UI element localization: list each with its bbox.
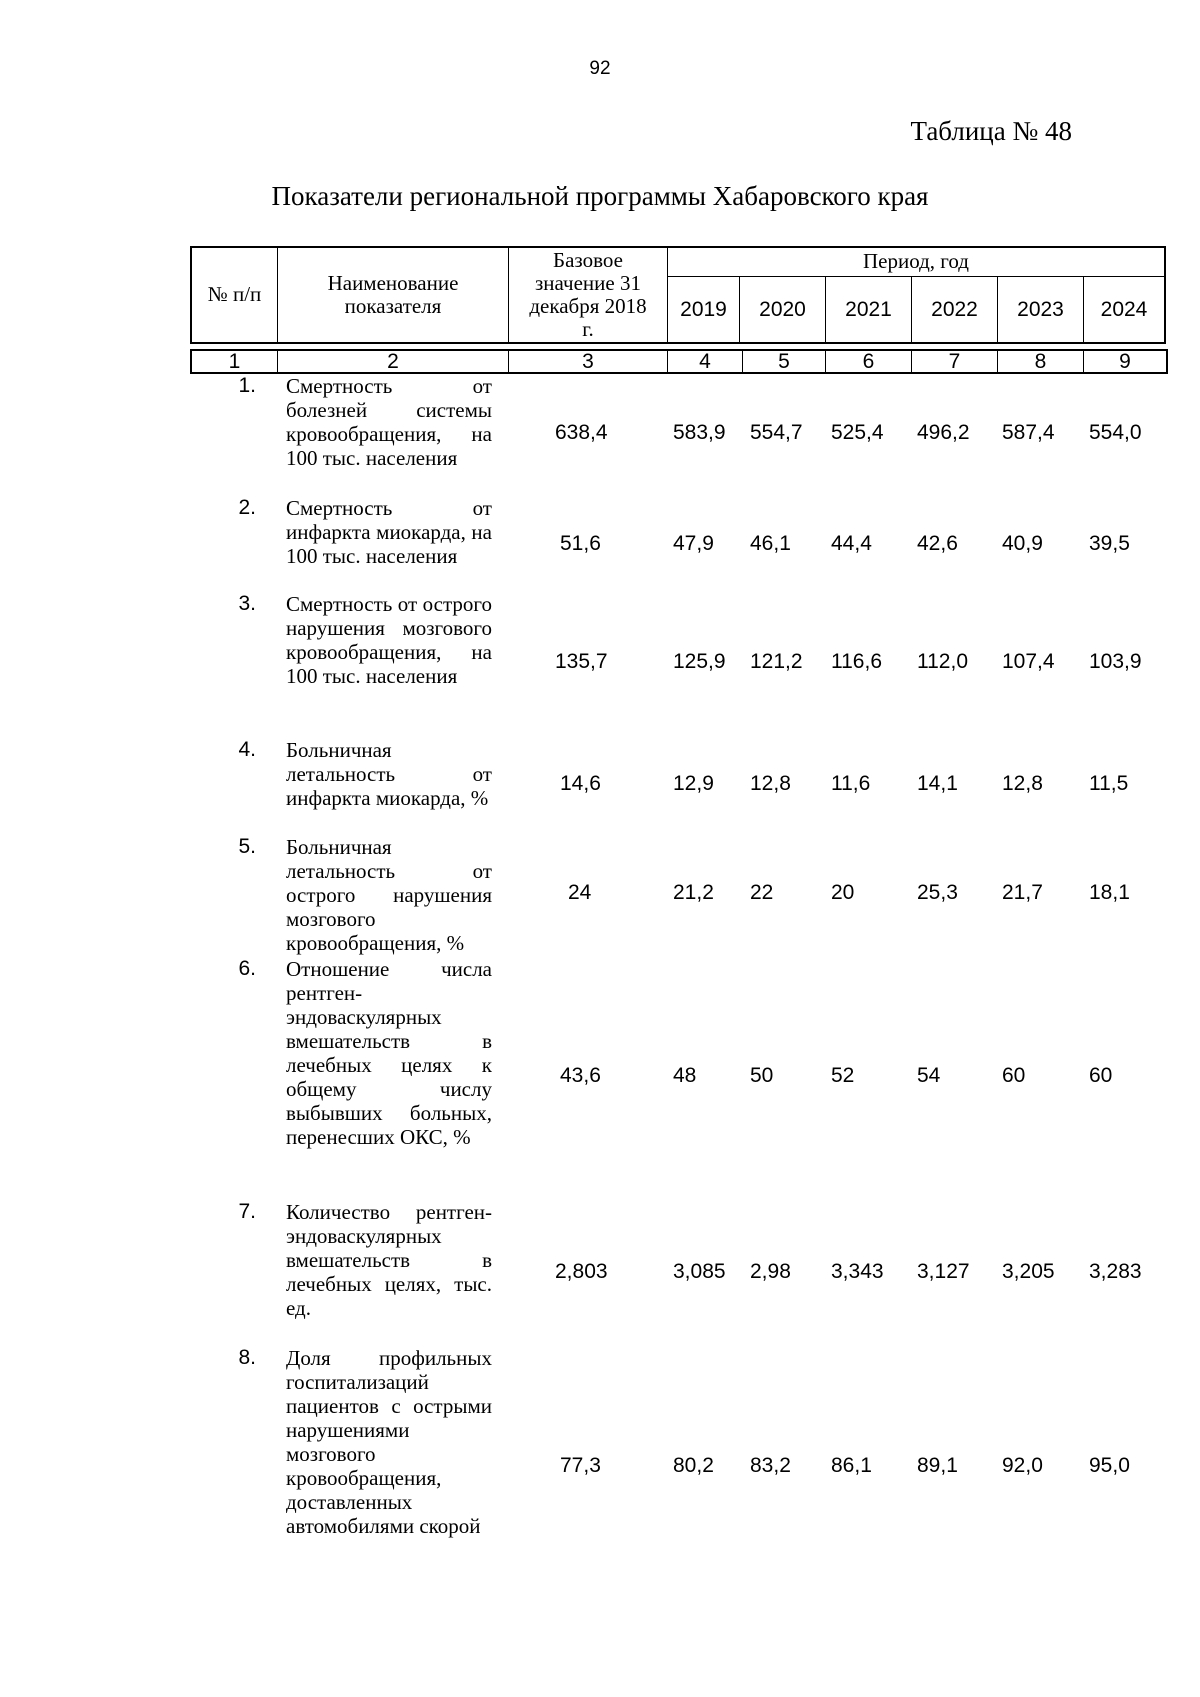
year-value: 103,9 [1089, 650, 1142, 673]
indicator-name: Отношение числа рентген-эндоваскулярных вмешательств в лечебных целях к общему числу выбывших больных, перенесших ОКС, % [286, 957, 492, 1149]
year-value: 20 [831, 881, 855, 904]
indicator-name: Смертность от болезней системы кровообращения, на 100 тыс. населения [286, 374, 492, 470]
year-value: 583,9 [673, 421, 726, 444]
year-value: 12,8 [1002, 772, 1043, 795]
year-value: 3,343 [831, 1260, 884, 1283]
header-num: № п/п [207, 282, 262, 307]
year-value: 39,5 [1089, 532, 1130, 555]
year-value: 89,1 [917, 1454, 958, 1477]
year-value: 54 [917, 1064, 941, 1087]
table-row [190, 738, 1166, 835]
table-row [190, 1200, 1166, 1346]
table-row [190, 374, 1166, 496]
header-year: 2020 [759, 297, 806, 321]
year-value: 21,7 [1002, 881, 1043, 904]
base-value: 638,4 [555, 421, 608, 444]
year-value: 44,4 [831, 532, 872, 555]
row-number: 1. [238, 374, 256, 397]
column-number: 7 [948, 350, 961, 373]
table-row [190, 496, 1166, 592]
year-value: 554,7 [750, 421, 803, 444]
year-value: 14,1 [917, 772, 958, 795]
header-period: Период, год [863, 249, 969, 274]
base-value: 135,7 [555, 650, 608, 673]
table-row [190, 1346, 1166, 1589]
header-year: 2022 [931, 297, 978, 321]
year-value: 83,2 [750, 1454, 791, 1477]
header-name: Наименование показателя [327, 270, 459, 318]
year-value: 18,1 [1089, 881, 1130, 904]
header-year: 2024 [1100, 297, 1148, 321]
row-number: 7. [238, 1200, 256, 1223]
column-number: 9 [1119, 350, 1131, 373]
year-value: 125,9 [673, 650, 726, 673]
row-number: 5. [238, 835, 256, 858]
indicator-name: Больничная летальность от острого нарушения мозгового кровообращения, % [286, 835, 492, 955]
row-number: 4. [238, 738, 256, 761]
year-value: 11,6 [831, 772, 871, 795]
year-value: 60 [1002, 1064, 1026, 1087]
page-number: 92 [589, 58, 611, 79]
column-number: 1 [228, 350, 241, 373]
year-value: 587,4 [1002, 421, 1055, 444]
header-year: 2023 [1017, 297, 1064, 321]
year-value: 42,6 [917, 532, 958, 555]
year-value: 60 [1089, 1064, 1113, 1087]
year-value: 80,2 [673, 1454, 714, 1477]
year-value: 50 [750, 1064, 774, 1087]
year-value: 496,2 [917, 421, 970, 444]
document-title: Показатели региональной программы Хабаровского края [271, 181, 929, 211]
row-number: 2. [238, 496, 256, 519]
indicator-name: Больничная летальность от инфаркта миокарда, % [286, 738, 492, 810]
year-value: 46,1 [750, 532, 791, 555]
row-number: 8. [238, 1346, 256, 1369]
indicator-name: Смертность от острого нарушения мозгового кровообращения, на 100 тыс. населения [286, 592, 492, 688]
year-value: 92,0 [1002, 1454, 1043, 1477]
year-value: 2,98 [750, 1260, 791, 1283]
column-number: 3 [582, 350, 594, 373]
column-number: 6 [862, 350, 875, 373]
indicator-name: Доля профильных госпитализаций пациентов с острыми нарушениями мозгового кровообращения, доставленных автомобилями скорой [286, 1346, 492, 1538]
year-value: 21,2 [673, 881, 714, 904]
year-value: 12,9 [673, 772, 714, 795]
row-number: 3. [238, 592, 256, 615]
year-value: 22 [750, 881, 774, 904]
year-value: 48 [673, 1064, 697, 1087]
year-value: 121,2 [750, 650, 803, 673]
table-row [190, 835, 1166, 957]
year-value: 525,4 [831, 421, 884, 444]
year-value: 11,5 [1089, 772, 1129, 795]
column-number: 2 [387, 350, 399, 373]
base-value: 43,6 [560, 1064, 601, 1087]
base-value: 77,3 [560, 1454, 601, 1477]
column-number: 5 [778, 350, 790, 373]
header-year: 2021 [845, 297, 892, 321]
year-value: 95,0 [1089, 1454, 1130, 1477]
year-value: 3,205 [1002, 1260, 1055, 1283]
year-value: 107,4 [1002, 650, 1055, 673]
base-value: 14,6 [560, 772, 601, 795]
year-value: 3,283 [1089, 1260, 1142, 1283]
year-value: 3,127 [917, 1260, 970, 1283]
year-value: 40,9 [1002, 532, 1043, 555]
base-value: 2,803 [555, 1260, 608, 1283]
header-base: Базовое значение 31 декабря 2018 г. [529, 247, 647, 342]
indicator-name: Количество рентген-эндоваскулярных вмешательств в лечебных целях, тыс. ед. [286, 1200, 492, 1320]
base-value: 24 [568, 881, 592, 904]
table-header [190, 246, 1166, 344]
year-value: 12,8 [750, 772, 791, 795]
row-number: 6. [238, 957, 256, 980]
indicator-name: Смертность от инфаркта миокарда, на 100 тыс. населения [286, 496, 492, 568]
year-value: 3,085 [673, 1260, 726, 1283]
year-value: 112,0 [917, 650, 968, 673]
year-value: 554,0 [1089, 421, 1142, 444]
header-year: 2019 [680, 297, 727, 321]
year-value: 52 [831, 1064, 855, 1087]
year-value: 86,1 [831, 1454, 872, 1477]
year-value: 25,3 [917, 881, 958, 904]
year-value: 116,6 [831, 650, 882, 673]
year-value: 47,9 [673, 532, 714, 555]
column-number: 4 [699, 350, 711, 373]
column-number: 8 [1034, 350, 1047, 373]
table-label: Таблица № 48 [910, 116, 1072, 146]
table-row [190, 592, 1166, 738]
base-value: 51,6 [560, 532, 601, 555]
table-row [190, 957, 1166, 1200]
column-number-row [190, 349, 1168, 374]
